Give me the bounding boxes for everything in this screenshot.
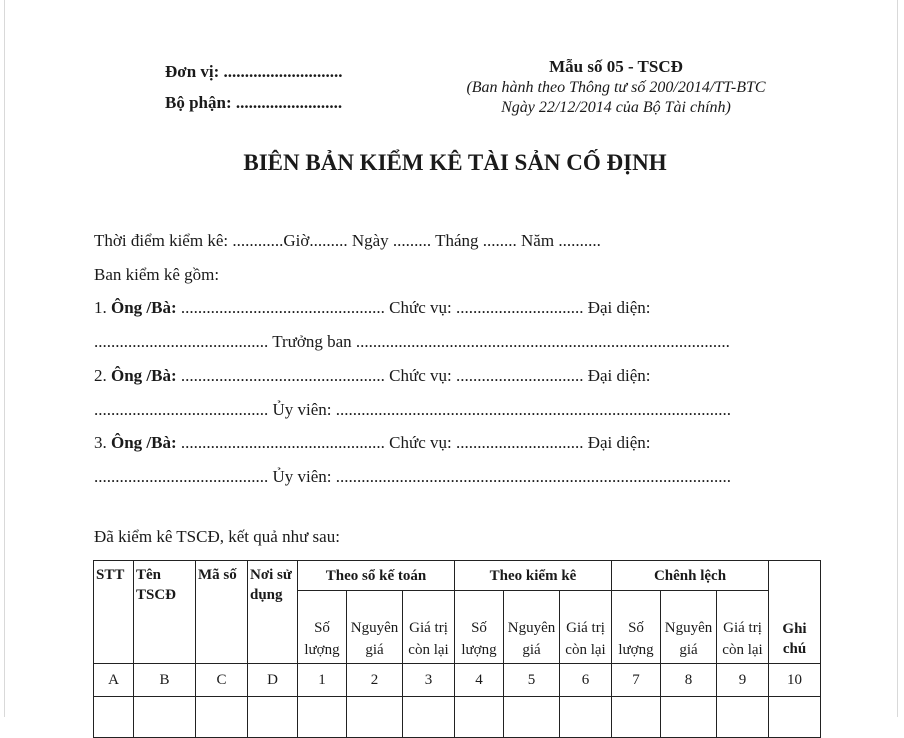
index-cell: 1	[298, 664, 347, 697]
member-1-role-line: ......................................... Trưởng ban ........................................................................................	[94, 332, 730, 352]
form-basis-line-2: Ngày 22/12/2014 của Bộ Tài chính)	[501, 99, 731, 116]
index-cell: 2	[347, 664, 403, 697]
document-body	[94, 224, 824, 494]
member-details: ................................................ Chức vụ: .............................. Đại diện:	[176, 433, 651, 453]
table-cell	[504, 697, 560, 738]
table-cell	[717, 697, 769, 738]
table-index-row	[94, 664, 821, 697]
sub-quantity: Số lượng	[298, 591, 347, 664]
member-2-role-line: ......................................... Ủy viên: .............................................................................................	[94, 399, 732, 419]
member-label: Ông /Bà:	[111, 433, 177, 453]
form-basis-line-1: (Ban hành theo Thông tư số 200/2014/TT-BTC	[466, 79, 766, 96]
table-cell	[612, 697, 661, 738]
table-cell	[248, 697, 298, 738]
department-line: Bộ phận: .........................	[165, 93, 343, 112]
col-code: Mã số	[196, 561, 248, 664]
table-cell	[769, 697, 821, 738]
sub-quantity: Số lượng	[612, 591, 661, 664]
index-cell: D	[248, 664, 298, 697]
sub-cost: Nguyên giá	[504, 591, 560, 664]
member-number: 3.	[94, 433, 107, 453]
time-line: Thời điểm kiểm kê: ............Giờ......... Ngày ......... Tháng ........ Năm ..........	[94, 231, 601, 250]
member-3-role-line: ......................................... Ủy viên: .............................................................................................	[94, 466, 732, 486]
group-per-count: Theo kiểm kê	[455, 561, 612, 591]
table-cell	[560, 697, 612, 738]
col-stt: STT	[94, 561, 134, 664]
index-cell: 5	[504, 664, 560, 697]
table-row	[94, 697, 821, 738]
col-place-of-use: Nơi sử dụng	[248, 561, 298, 664]
member-3-line	[94, 426, 824, 460]
member-label: Ông /Bà:	[111, 365, 177, 385]
index-cell: C	[196, 664, 248, 697]
document-page	[4, 0, 898, 717]
header-right	[435, 56, 797, 118]
inventory-table	[93, 560, 821, 738]
table-cell	[347, 697, 403, 738]
table-cell	[661, 697, 717, 738]
index-cell: 9	[717, 664, 769, 697]
header-left	[165, 56, 343, 118]
table-cell	[134, 697, 196, 738]
member-1-line	[94, 291, 824, 325]
table-header-row	[94, 561, 821, 591]
sub-cost: Nguyên giá	[347, 591, 403, 664]
table-cell	[196, 697, 248, 738]
group-difference: Chênh lệch	[612, 561, 769, 591]
form-code: Mẫu số 05 - TSCĐ	[549, 57, 683, 76]
table-cell	[403, 697, 455, 738]
member-label: Ông /Bà:	[111, 298, 177, 318]
member-details: ................................................ Chức vụ: .............................. Đại diện:	[176, 365, 651, 385]
unit-line: Đơn vị: ............................	[165, 62, 343, 81]
index-cell: 6	[560, 664, 612, 697]
document-title: BIÊN BẢN KIỂM KÊ TÀI SẢN CỐ ĐỊNH	[243, 150, 667, 175]
group-per-books: Theo sổ kế toán	[298, 561, 455, 591]
index-cell: B	[134, 664, 196, 697]
result-intro: Đã kiểm kê TSCĐ, kết quả như sau:	[94, 527, 340, 546]
col-asset-name: Tên TSCĐ	[134, 561, 196, 664]
sub-remaining-value: Giá trị còn lại	[560, 591, 612, 664]
committee-line: Ban kiểm kê gồm:	[94, 264, 220, 284]
table-cell	[94, 697, 134, 738]
table-cell	[455, 697, 504, 738]
index-cell: A	[94, 664, 134, 697]
member-details: ................................................ Chức vụ: .............................. Đại diện:	[176, 298, 651, 318]
sub-remaining-value: Giá trị còn lại	[403, 591, 455, 664]
member-2-line	[94, 359, 824, 393]
index-cell: 4	[455, 664, 504, 697]
index-cell: 7	[612, 664, 661, 697]
index-cell: 8	[661, 664, 717, 697]
table-cell	[298, 697, 347, 738]
sub-quantity: Số lượng	[455, 591, 504, 664]
index-cell: 3	[403, 664, 455, 697]
index-cell: 10	[769, 664, 821, 697]
sub-cost: Nguyên giá	[661, 591, 717, 664]
col-note: Ghi chú	[769, 561, 821, 664]
member-number: 2.	[94, 365, 107, 385]
member-number: 1.	[94, 298, 107, 318]
sub-remaining-value: Giá trị còn lại	[717, 591, 769, 664]
